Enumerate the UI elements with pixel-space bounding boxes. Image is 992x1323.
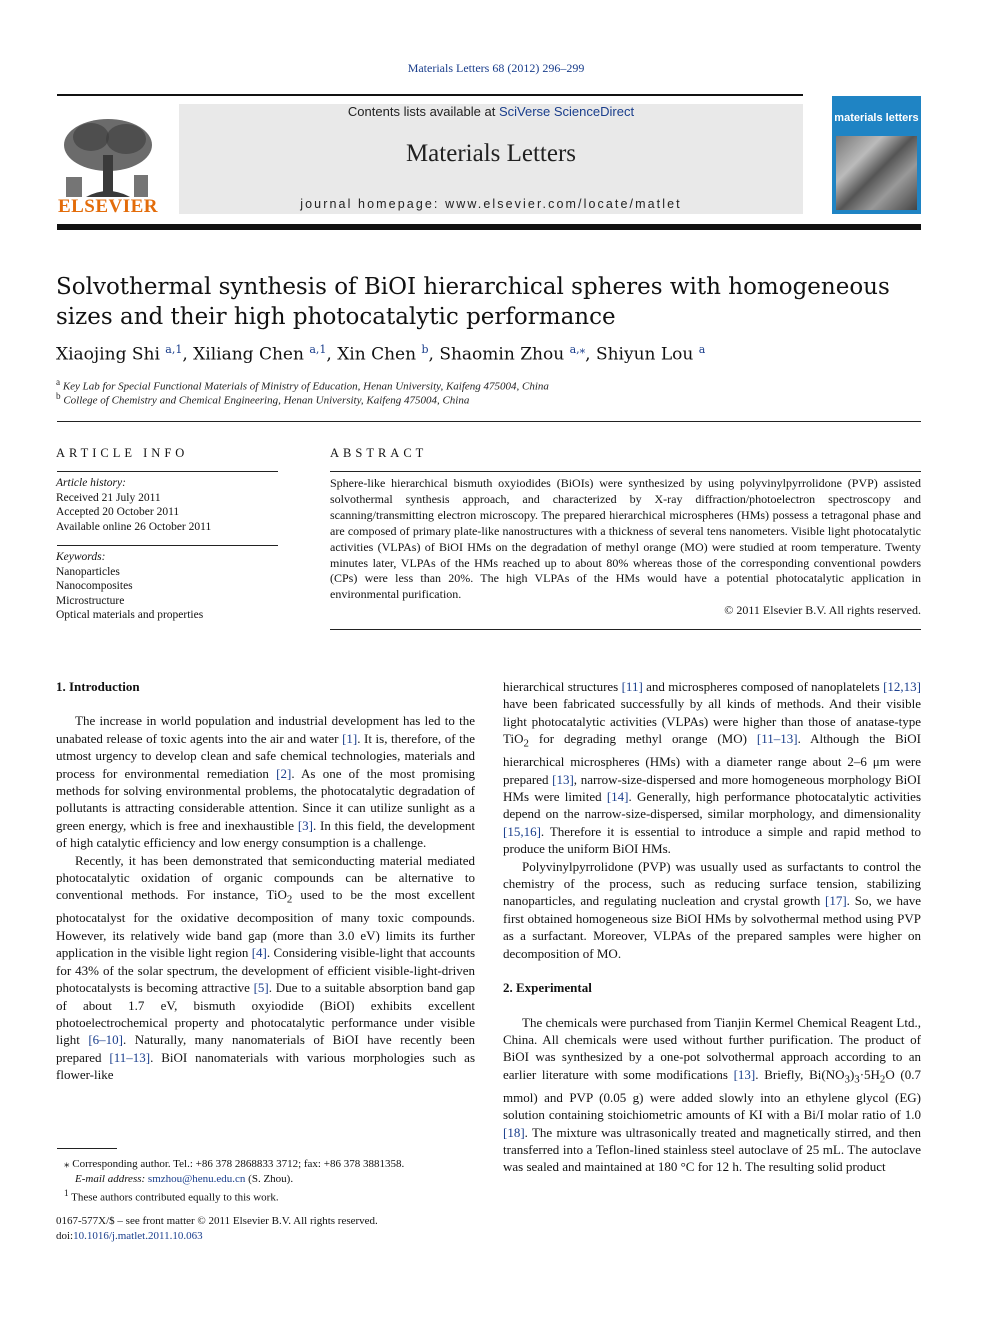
affiliation-sup: b (56, 391, 61, 401)
author-list: Xiaojing Shi $^{a,1}$, Xiliang Chen $^{a,1}$, Xin Chen $^b$, Shaomin Zhou $^{a,⁎}$, Shiyun Lou $^a$ (56, 343, 706, 365)
header-thick-rule (57, 224, 921, 230)
author-sup[interactable]: a,1 (309, 343, 327, 356)
contents-line (179, 104, 803, 119)
corresponding-author: ⁎ Corresponding author. Tel.: +86 378 2868833 3712; fax: +86 378 3881358. (64, 1158, 405, 1170)
history-item: Accepted 20 October 2011 (56, 506, 180, 519)
author-name: Shiyun Lou (595, 344, 694, 365)
keywords (56, 550, 278, 623)
history-label: Article history: (56, 477, 126, 489)
author-name: Xiaojing Shi (56, 344, 160, 365)
body-left-column (56, 678, 475, 1084)
cover-image (836, 136, 917, 210)
keywords-label: Keywords: (56, 551, 106, 563)
equal-sup: 1 (64, 1188, 69, 1198)
journal-cover (832, 96, 921, 214)
cover-title: materials letters (834, 112, 919, 124)
author-sup[interactable]: a (698, 343, 706, 356)
affiliation-text: College of Chemistry and Chemical Engineering, Henan University, Kaifeng 475004, China (63, 394, 470, 407)
footnotes (64, 1157, 484, 1205)
author-sup[interactable]: b (421, 343, 429, 356)
info-rule (57, 545, 278, 546)
affiliation-sup: a (56, 377, 61, 387)
history-item: Available online 26 October 2011 (56, 520, 212, 533)
section-rule (57, 421, 921, 422)
sciencedirect-link[interactable]: SciVerse ScienceDirect (498, 104, 635, 119)
intro-paragraph: The increase in world population and industrial development has led to the unabated release of toxic agents into the air and water [1]. It is, therefore, of the utmost urgency to develop clean and safe chemical technologies, materials and process for environmental remediation [2]. As one of the most promising methods for solving environmental problems, the photocatalytic degradation of pollutants is attracting considerable attention. Since it can utilize sunlight as a green energy, which is free and inexhaustible [3]. In this field, the development of high catalytic efficiency and low energy consumption is a challenge. (56, 713, 475, 851)
author-name: Xiliang Chen (193, 344, 304, 365)
equal-text: These authors contributed equally to this work. (71, 1191, 279, 1204)
doi-label: doi: (56, 1229, 74, 1242)
article-title: Solvothermal synthesis of BiOI hierarchical spheres with homogeneous sizes and their high photocatalytic performance (56, 274, 890, 330)
doi-link[interactable]: 10.1016/j.matlet.2011.10.063 (73, 1229, 203, 1242)
body-paragraph: hierarchical structures [11] and microspheres composed of nanoplatelets [12,13] have been fabricated successfully by all kinds of methods. And their visible light photocatalytic activities (VLPAs) were higher than those of anatase-type TiO$_2$ for degrading methyl orange (MO) [11–13]. Although the BiOI hierarchical microspheres (HMs) with a diameter range about 2–6 μm were prepared [13], narrow-size-dispersed and more homogeneous morphology BiOI HMs were limited [14]. Generally, high performance photocatalytic activities depend on the narrow-size-dispersed, similar morphology, and dimensionality [15,16]. Therefore it is essential to introduce a simple and rapid method to produce the uniform BiOI HMs. (503, 679, 922, 857)
body-right-column (503, 678, 921, 1176)
intro-paragraph: Recently, it has been demonstrated that semiconducting material mediated photocatalytic oxidation of organic compounds can be alternative to conventional methods. For instance, TiO$_2$ used to be the most excellent photocatalyst for the oxidative decomposition of many toxic compounds. However, its relatively wide band gap (more than 3.0 eV) limits its further application in the visible light region [4]. Considering visible-light that accounts for 43% of the solar spectrum, the development of efficient visible-light-driven photocatalysts is becoming attractive [5]. Due to a suitable absorption band gap of about 1.7 eV, bismuth oxyiodide (BiOI) exhibits excellent photoelectrochemical property and photocatalytic performance under visible light [6–10]. Naturally, many nanomaterials of BiOI have recently been prepared [11–13]. BiOI nanomaterials with various morphologies such as flower-like (56, 852, 476, 1083)
issn-line: 0167-577X/$ – see front matter © 2011 Elsevier B.V. All rights reserved. (56, 1215, 378, 1227)
email-label: E-mail address: (75, 1172, 148, 1185)
keyword: Nanocomposites (56, 580, 133, 593)
experimental-paragraph: The chemicals were purchased from Tianjin Kermel Chemical Reagent Ltd., China. All chemicals were used without further purification. The product of BiOI was synthesized by a one-pot solvothermal approach according to an earlier literature with some modifications [13]. Briefly, $Bi(NO_3)_3\cdot 5H_2O$ (0.7 mmol) and PVP (0.05 g) were added slowly into an ethylene glycol (EG) solution containing stoichiometric amounts of KI with a Bi/I molar ratio of 1.0 [18]. The mixture was ultrasonically treated and magnetically stirred, and then transferred into a Teflon-lined stainless steel autoclave of 25 mL. The autoclave was sealed and maintained at 180 °C for 12 h. The resulting solid product (503, 1014, 921, 1175)
intro-heading: 1. Introduction (56, 679, 140, 694)
doi-line (56, 1229, 486, 1244)
journal-citation[interactable]: Materials Letters 68 (2012) 296–299 (407, 61, 585, 75)
keyword: Nanoparticles (56, 565, 120, 578)
author-sup[interactable]: a,1 (165, 343, 183, 356)
front-matter (56, 1214, 486, 1243)
keyword: Optical materials and properties (56, 609, 204, 622)
article-history (56, 476, 278, 534)
equal-contribution (64, 1186, 484, 1205)
affiliation (56, 391, 926, 407)
journal-name: Materials Letters (405, 140, 577, 167)
abstract-bottom-rule (330, 629, 921, 630)
affiliation-text: Key Lab for Special Functional Materials of Ministry of Education, Henan University, Kaifeng 475004, China (62, 380, 549, 393)
contents-prefix: Contents lists available at (347, 104, 499, 119)
body-paragraph: Polyvinylpyrrolidone (PVP) was usually used as surfactants to control the chemistry of the process, such as reducing surface tension, stabilizing nanoparticles, and regulating nucleation and crystal growth [17]. So, we have first obtained homogeneous size BiOI HMs by solvothermal method using PVP as a surfactant. Moreover, VLPAs of the prepared samples were higher on decomposition of MO. (503, 858, 921, 961)
history-item: Received 21 July 2011 (56, 491, 161, 504)
abstract (330, 476, 921, 619)
abstract-rule (330, 471, 921, 472)
footnote-rule (57, 1148, 117, 1149)
abstract-text: Sphere-like hierarchical bismuth oxyiodides (BiOIs) were synthesized by using polyvinylpyrrolidone (PVP) assisted solvothermal synthesis approach, and characterized by X-ray diffraction/photoelectron spectroscopy and scanning/transmitting electron microscopy. The prepared hierarchical microspheres (HMs) possess a tetragonal phase and are composed of primary plate-like nanostructures with a thickness of several tens nanometers. Visible light photocatalytic activities (VLPAs) of BiOI HMs on the degradation of methyl orange (MO) were studied at room temperature. Twenty minutes later, VLPAs of the HMs reached up to about 80% whereas those of the corresponding conventional powders (CPs) were less than 20%. The high VLPAs of the HMs would have a potential photocatalytic application in environmental purification. (330, 476, 921, 602)
article-info-heading: ARTICLE INFO (56, 446, 189, 460)
author-name: Xin Chen (337, 344, 417, 365)
copyright: © 2011 Elsevier B.V. All rights reserved. (724, 603, 921, 618)
author-name: Shaomin Zhou (439, 344, 565, 365)
author-sup[interactable]: a,⁎ (569, 343, 586, 356)
journal-homepage[interactable]: journal homepage: www.elsevier.com/locate/matlet (300, 197, 682, 211)
email-suffix: (S. Zhou). (245, 1172, 294, 1185)
email-link[interactable]: smzhou@henu.edu.cn (147, 1172, 246, 1185)
email-line (64, 1172, 484, 1187)
info-rule (57, 471, 278, 472)
keyword: Microstructure (56, 594, 125, 607)
abstract-heading: ABSTRACT (330, 446, 428, 460)
header-rule (57, 94, 803, 96)
publisher-logo-text: ELSEVIER (57, 196, 159, 217)
experimental-heading: 2. Experimental (503, 980, 592, 996)
